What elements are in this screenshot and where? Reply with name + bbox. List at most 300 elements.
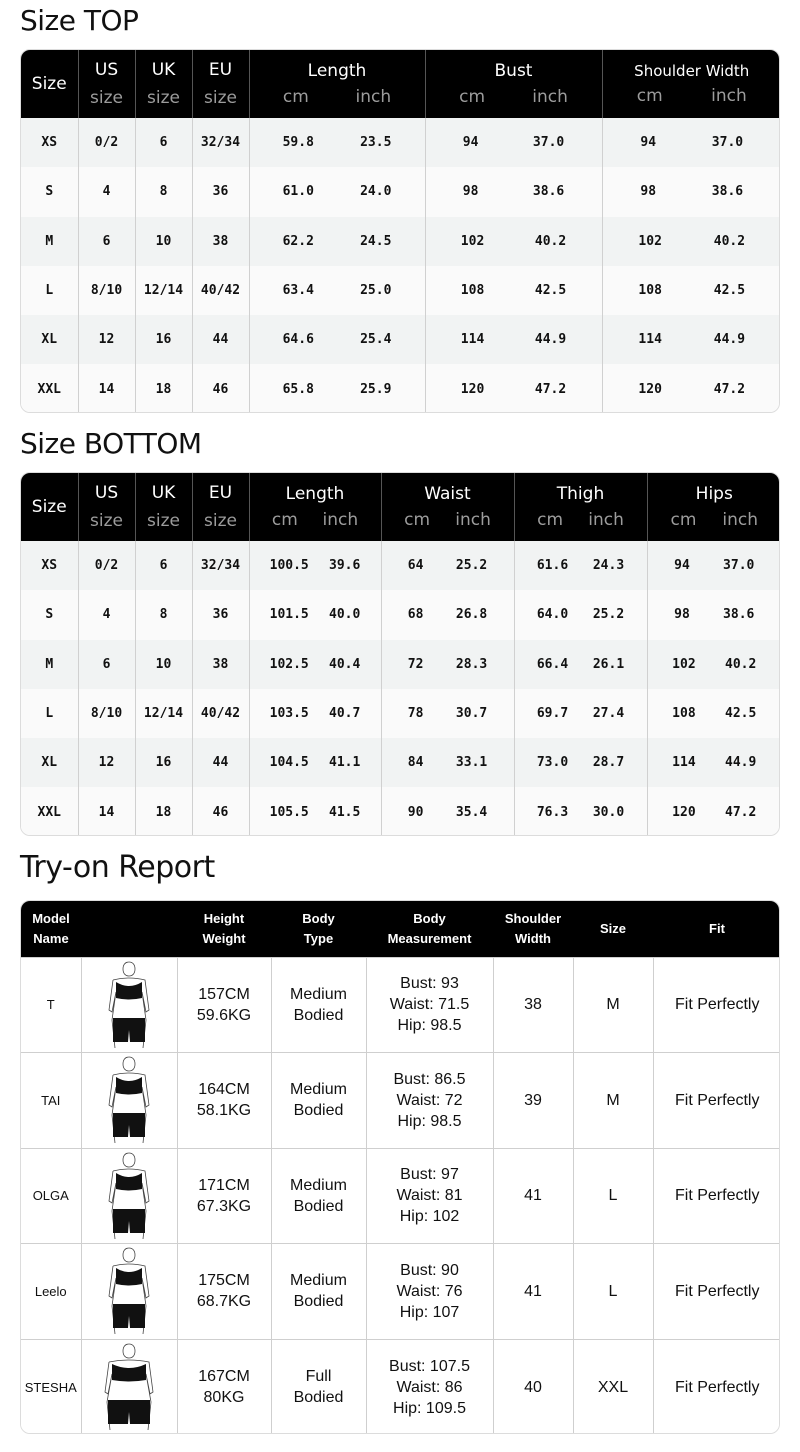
height-weight-cell xyxy=(177,957,271,1053)
hips-cell-inch: 44.9 xyxy=(725,755,757,771)
thigh-cell xyxy=(514,541,647,590)
shoulder-cell-cm: 98 xyxy=(640,184,657,200)
size-top-title: Size TOP xyxy=(20,4,139,37)
bust-cell xyxy=(425,167,602,216)
eu-size-cell: 40/42 xyxy=(192,689,249,738)
shoulder-width-cell: 41 xyxy=(493,1244,573,1340)
bust-cell-inch: 42.5 xyxy=(534,283,567,299)
try-on-report-title: Try-on Report xyxy=(20,850,215,885)
shoulder-cell-inch: 37.0 xyxy=(711,135,744,151)
header-fit: Fit xyxy=(653,901,780,957)
shoulder-cell-cm: 108 xyxy=(638,283,662,299)
size-cell: S xyxy=(21,167,78,216)
model-name-cell: OLGA xyxy=(21,1148,81,1244)
body-type-line-2: Bodied xyxy=(293,1197,344,1215)
header-eu: EU size xyxy=(192,473,249,541)
fit-cell: Fit Perfectly xyxy=(653,957,780,1053)
us-size-cell: 6 xyxy=(78,640,135,689)
length-cell-cm: 105.5 xyxy=(269,804,309,820)
shoulder-cell xyxy=(602,266,780,315)
shoulder-cell-cm: 94 xyxy=(640,135,657,151)
header-shoulder-width: Shoulder Width xyxy=(493,901,573,957)
size-cell: L xyxy=(573,1244,653,1340)
bust-cell-inch: 44.9 xyxy=(534,332,567,348)
header-eu: EU size xyxy=(192,50,249,118)
hips-cell xyxy=(647,541,780,590)
model-photo xyxy=(99,1246,159,1336)
length-cell-cm: 104.5 xyxy=(269,755,309,771)
thigh-cell-cm: 66.4 xyxy=(536,656,569,672)
hips-cell-cm: 102 xyxy=(672,656,696,672)
waist-cell-inch: 26.8 xyxy=(455,607,488,623)
uk-size-cell: 16 xyxy=(135,738,192,787)
hips-cell xyxy=(647,738,780,787)
bust-cell-cm: 108 xyxy=(460,283,485,299)
waist-cell-cm: 78 xyxy=(407,706,424,722)
waist-value: Waist: 72 xyxy=(396,1091,463,1109)
waist-cell-inch: 30.7 xyxy=(455,706,488,722)
waist-cell-cm: 68 xyxy=(407,607,424,623)
bust-cell-cm: 102 xyxy=(460,233,485,249)
height-value: 157CM xyxy=(198,985,250,1003)
size-cell: L xyxy=(21,266,78,315)
shoulder-cell-cm: 114 xyxy=(638,332,662,348)
height-weight-cell xyxy=(177,1244,271,1340)
height-value: 167CM xyxy=(198,1368,250,1385)
table-row xyxy=(21,590,780,639)
fit-cell: Fit Perfectly xyxy=(653,1053,780,1149)
hips-cell-inch: 42.5 xyxy=(725,706,757,722)
thigh-cell-cm: 73.0 xyxy=(536,755,569,771)
model-name-cell: T xyxy=(21,957,81,1053)
body-type-cell xyxy=(271,957,366,1053)
shoulder-width-cell: 41 xyxy=(493,1148,573,1244)
header-length: Length cm inch xyxy=(249,473,381,541)
eu-size-cell: 46 xyxy=(192,787,249,836)
length-cell xyxy=(249,364,425,413)
length-cell-inch: 40.4 xyxy=(329,656,361,672)
waist-cell-cm: 90 xyxy=(407,804,424,820)
table-row xyxy=(21,364,780,413)
header-body-type: Body Type xyxy=(271,901,366,957)
hip-value: Hip: 102 xyxy=(399,1208,460,1226)
length-cell xyxy=(249,787,381,836)
bust-cell-cm: 120 xyxy=(460,381,485,397)
size-bottom-title: Size BOTTOM xyxy=(20,427,202,460)
thigh-cell xyxy=(514,590,647,639)
us-size-cell: 0/2 xyxy=(78,541,135,590)
length-cell xyxy=(249,118,425,167)
us-size-cell: 6 xyxy=(78,217,135,266)
bust-cell-cm: 98 xyxy=(462,184,479,200)
bust-cell-inch: 37.0 xyxy=(532,135,565,151)
us-size-cell: 12 xyxy=(78,315,135,364)
length-cell-cm: 62.2 xyxy=(282,233,314,249)
header-us: US size xyxy=(78,473,135,541)
us-size-cell: 14 xyxy=(78,364,135,413)
uk-size-cell: 12/14 xyxy=(135,689,192,738)
size-cell: XL xyxy=(21,315,78,364)
shoulder-width-cell: 39 xyxy=(493,1053,573,1149)
thigh-cell xyxy=(514,738,647,787)
waist-cell-inch: 35.4 xyxy=(455,804,488,820)
length-cell xyxy=(249,541,381,590)
table-row xyxy=(21,266,780,315)
uk-size-cell: 10 xyxy=(135,217,192,266)
model-name-cell: STESHA xyxy=(21,1339,81,1434)
length-cell xyxy=(249,689,381,738)
weight-value: 67.3KG xyxy=(196,1197,252,1215)
hips-cell-inch: 38.6 xyxy=(723,607,755,623)
hip-value: Hip: 109.5 xyxy=(393,1399,466,1417)
model-name-cell: TAI xyxy=(21,1053,81,1149)
thigh-cell-inch: 25.2 xyxy=(592,607,625,623)
thigh-cell-cm: 64.0 xyxy=(536,607,569,623)
hips-cell-cm: 120 xyxy=(672,804,696,820)
waist-cell xyxy=(381,590,514,639)
waist-value: Waist: 76 xyxy=(396,1282,463,1300)
table-row xyxy=(21,640,780,689)
thigh-cell-inch: 27.4 xyxy=(592,706,625,722)
length-cell xyxy=(249,266,425,315)
length-cell-inch: 24.5 xyxy=(360,233,392,249)
eu-size-cell: 44 xyxy=(192,315,249,364)
uk-size-cell: 10 xyxy=(135,640,192,689)
eu-size-cell: 44 xyxy=(192,738,249,787)
model-photo-cell xyxy=(81,957,177,1053)
shoulder-cell xyxy=(602,315,780,364)
length-cell-inch: 41.1 xyxy=(329,755,361,771)
eu-size-cell: 40/42 xyxy=(192,266,249,315)
bust-value: Bust: 93 xyxy=(400,975,459,993)
waist-cell-inch: 28.3 xyxy=(455,656,488,672)
thigh-cell-inch: 26.1 xyxy=(592,656,625,672)
model-name-cell: Leelo xyxy=(21,1244,81,1340)
hips-cell-inch: 37.0 xyxy=(723,558,755,574)
size-cell: XXL xyxy=(21,364,78,413)
length-cell xyxy=(249,217,425,266)
height-value: 175CM xyxy=(198,1272,250,1290)
height-value: 164CM xyxy=(198,1081,250,1099)
hip-value: Hip: 107 xyxy=(399,1303,460,1321)
us-size-cell: 0/2 xyxy=(78,118,135,167)
thigh-cell xyxy=(514,787,647,836)
header-model-name: Model Name xyxy=(21,901,81,957)
weight-value: 59.6KG xyxy=(196,1006,252,1024)
us-size-cell: 12 xyxy=(78,738,135,787)
table-row xyxy=(21,738,780,787)
eu-size-cell: 36 xyxy=(192,590,249,639)
table-row xyxy=(21,315,780,364)
shoulder-cell xyxy=(602,364,780,413)
hips-cell-cm: 94 xyxy=(674,558,690,574)
uk-size-cell: 6 xyxy=(135,118,192,167)
height-weight-cell xyxy=(177,1053,271,1149)
uk-size-cell: 16 xyxy=(135,315,192,364)
uk-size-cell: 8 xyxy=(135,167,192,216)
weight-value: 58.1KG xyxy=(196,1102,252,1120)
shoulder-cell-cm: 102 xyxy=(638,233,662,249)
eu-size-cell: 38 xyxy=(192,640,249,689)
length-cell-inch: 23.5 xyxy=(360,135,392,151)
length-cell xyxy=(249,738,381,787)
thigh-cell-inch: 30.0 xyxy=(592,804,625,820)
size-cell: M xyxy=(21,640,78,689)
waist-cell xyxy=(381,738,514,787)
shoulder-width-cell: 40 xyxy=(493,1339,573,1434)
body-measurement-cell xyxy=(366,1053,493,1149)
thigh-cell-cm: 69.7 xyxy=(536,706,569,722)
header-size: Size xyxy=(21,50,78,118)
table-row xyxy=(21,118,780,167)
length-cell-inch: 25.9 xyxy=(360,381,392,397)
eu-size-cell: 32/34 xyxy=(192,541,249,590)
waist-cell xyxy=(381,787,514,836)
bust-cell xyxy=(425,118,602,167)
body-type-cell xyxy=(271,1244,366,1340)
waist-value: Waist: 71.5 xyxy=(389,996,470,1014)
header-us: US size xyxy=(78,50,135,118)
model-photo xyxy=(99,1055,159,1145)
length-cell xyxy=(249,167,425,216)
model-photo-cell xyxy=(81,1053,177,1149)
length-cell-cm: 65.8 xyxy=(282,381,314,397)
header-size: Size xyxy=(21,473,78,541)
uk-size-cell: 18 xyxy=(135,787,192,836)
model-photo-cell xyxy=(81,1339,177,1434)
length-cell-inch: 25.0 xyxy=(360,283,392,299)
hips-cell xyxy=(647,689,780,738)
size-cell: XS xyxy=(21,118,78,167)
shoulder-cell xyxy=(602,167,780,216)
model-photo xyxy=(99,1342,159,1432)
shoulder-cell-inch: 38.6 xyxy=(711,184,744,200)
hips-cell-cm: 114 xyxy=(672,755,696,771)
thigh-cell-cm: 61.6 xyxy=(536,558,569,574)
length-cell-cm: 59.8 xyxy=(282,135,314,151)
waist-value: Waist: 86 xyxy=(396,1378,463,1396)
fit-cell: Fit Perfectly xyxy=(653,1244,780,1340)
hips-cell xyxy=(647,787,780,836)
uk-size-cell: 6 xyxy=(135,541,192,590)
bust-cell xyxy=(425,266,602,315)
waist-cell-inch: 25.2 xyxy=(455,558,488,574)
bust-value: Bust: 86.5 xyxy=(393,1070,466,1088)
bust-cell-cm: 114 xyxy=(460,332,485,348)
bust-cell xyxy=(425,217,602,266)
model-photo-cell xyxy=(81,1244,177,1340)
table-row xyxy=(21,1339,780,1434)
table-row xyxy=(21,541,780,590)
table-row xyxy=(21,787,780,836)
waist-cell-cm: 64 xyxy=(407,558,424,574)
uk-size-cell: 12/14 xyxy=(135,266,192,315)
body-type-cell xyxy=(271,1339,366,1434)
waist-cell xyxy=(381,640,514,689)
length-cell xyxy=(249,315,425,364)
size-cell: XXL xyxy=(573,1339,653,1434)
body-measurement-cell xyxy=(366,1244,493,1340)
size-cell: M xyxy=(21,217,78,266)
length-cell-inch: 40.0 xyxy=(329,607,361,623)
fit-cell: Fit Perfectly xyxy=(653,1148,780,1244)
waist-cell xyxy=(381,689,514,738)
body-type-line-2: Bodied xyxy=(293,1389,344,1406)
hips-cell xyxy=(647,640,780,689)
length-cell-cm: 102.5 xyxy=(269,656,309,672)
length-cell-cm: 103.5 xyxy=(269,706,309,722)
waist-value: Waist: 81 xyxy=(396,1187,463,1205)
bust-value: Bust: 97 xyxy=(400,1166,459,1184)
thigh-cell-inch: 24.3 xyxy=(592,558,625,574)
header-waist: Waist cm inch xyxy=(381,473,514,541)
body-type-cell xyxy=(271,1053,366,1149)
length-cell-cm: 61.0 xyxy=(282,184,314,200)
hips-cell-inch: 47.2 xyxy=(725,804,757,820)
model-photo-cell xyxy=(81,1148,177,1244)
header-shoulder-width: Shoulder Width cm inch xyxy=(602,50,780,118)
table-row xyxy=(21,1148,780,1244)
size-cell: S xyxy=(21,590,78,639)
bust-cell-inch: 40.2 xyxy=(534,233,567,249)
length-cell xyxy=(249,590,381,639)
body-type-line-1: Medium xyxy=(290,1272,347,1290)
length-cell-cm: 101.5 xyxy=(269,607,309,623)
bust-cell xyxy=(425,364,602,413)
body-type-line-1: Medium xyxy=(290,985,347,1003)
eu-size-cell: 46 xyxy=(192,364,249,413)
try-on-report-table xyxy=(20,900,780,1434)
size-cell: L xyxy=(21,689,78,738)
waist-cell-cm: 72 xyxy=(407,656,424,672)
height-value: 171CM xyxy=(198,1176,250,1194)
shoulder-cell-inch: 47.2 xyxy=(713,381,746,397)
shoulder-cell-inch: 40.2 xyxy=(713,233,746,249)
hips-cell xyxy=(647,590,780,639)
length-cell-inch: 25.4 xyxy=(360,332,392,348)
header-body-measurement: Body Measurement xyxy=(366,901,493,957)
header-height-weight: Height Weight xyxy=(177,901,271,957)
waist-cell xyxy=(381,541,514,590)
table-row xyxy=(21,167,780,216)
body-type-line-2: Bodied xyxy=(293,1293,344,1311)
hip-value: Hip: 98.5 xyxy=(397,1112,462,1130)
header-hips: Hips cm inch xyxy=(647,473,780,541)
shoulder-width-cell: 38 xyxy=(493,957,573,1053)
weight-value: 68.7KG xyxy=(196,1293,252,1311)
thigh-cell xyxy=(514,640,647,689)
length-cell-inch: 41.5 xyxy=(329,804,361,820)
length-cell-inch: 39.6 xyxy=(329,558,361,574)
length-cell-cm: 63.4 xyxy=(282,283,314,299)
uk-size-cell: 8 xyxy=(135,590,192,639)
body-type-cell xyxy=(271,1148,366,1244)
shoulder-cell-cm: 120 xyxy=(638,381,662,397)
uk-size-cell: 18 xyxy=(135,364,192,413)
header-thigh: Thigh cm inch xyxy=(514,473,647,541)
header-uk: UK size xyxy=(135,473,192,541)
weight-value: 80KG xyxy=(203,1389,245,1406)
model-photo xyxy=(99,1151,159,1241)
bust-value: Bust: 107.5 xyxy=(389,1357,470,1375)
bust-cell-cm: 94 xyxy=(462,135,479,151)
size-cell: XXL xyxy=(21,787,78,836)
eu-size-cell: 36 xyxy=(192,167,249,216)
length-cell-cm: 64.6 xyxy=(282,332,314,348)
thigh-cell xyxy=(514,689,647,738)
header-uk: UK size xyxy=(135,50,192,118)
thigh-cell-cm: 76.3 xyxy=(536,804,569,820)
body-type-line-2: Bodied xyxy=(293,1102,344,1120)
size-cell: M xyxy=(573,957,653,1053)
body-type-line-1: Medium xyxy=(290,1081,347,1099)
table-row xyxy=(21,1053,780,1149)
table-row xyxy=(21,689,780,738)
size-bottom-table xyxy=(20,472,780,836)
waist-cell-cm: 84 xyxy=(407,755,424,771)
length-cell-inch: 24.0 xyxy=(360,184,392,200)
shoulder-cell-inch: 42.5 xyxy=(713,283,746,299)
header-length: Length cm inch xyxy=(249,50,425,118)
bust-cell-inch: 47.2 xyxy=(534,381,567,397)
header-model-photo xyxy=(81,901,177,957)
header-bust: Bust cm inch xyxy=(425,50,602,118)
eu-size-cell: 38 xyxy=(192,217,249,266)
hips-cell-inch: 40.2 xyxy=(725,656,757,672)
us-size-cell: 4 xyxy=(78,167,135,216)
header-size: Size xyxy=(573,901,653,957)
hip-value: Hip: 98.5 xyxy=(397,1017,462,1035)
us-size-cell: 14 xyxy=(78,787,135,836)
body-type-line-1: Medium xyxy=(290,1176,347,1194)
height-weight-cell xyxy=(177,1148,271,1244)
body-measurement-cell xyxy=(366,1148,493,1244)
size-top-table xyxy=(20,49,780,413)
table-row xyxy=(21,957,780,1053)
us-size-cell: 4 xyxy=(78,590,135,639)
height-weight-cell xyxy=(177,1339,271,1434)
hips-cell-cm: 108 xyxy=(672,706,696,722)
length-cell xyxy=(249,640,381,689)
waist-cell-inch: 33.1 xyxy=(455,755,488,771)
shoulder-cell xyxy=(602,217,780,266)
table-row xyxy=(21,217,780,266)
length-cell-cm: 100.5 xyxy=(269,558,309,574)
thigh-cell-inch: 28.7 xyxy=(592,755,625,771)
us-size-cell: 8/10 xyxy=(78,689,135,738)
body-type-line-1: Full xyxy=(305,1368,332,1385)
shoulder-cell xyxy=(602,118,780,167)
eu-size-cell: 32/34 xyxy=(192,118,249,167)
us-size-cell: 8/10 xyxy=(78,266,135,315)
body-measurement-cell xyxy=(366,957,493,1053)
body-type-line-2: Bodied xyxy=(293,1006,344,1024)
bust-cell-inch: 38.6 xyxy=(532,184,565,200)
shoulder-cell-inch: 44.9 xyxy=(713,332,746,348)
model-photo xyxy=(99,960,159,1050)
size-cell: XS xyxy=(21,541,78,590)
table-row xyxy=(21,1244,780,1340)
bust-value: Bust: 90 xyxy=(400,1261,459,1279)
size-cell: M xyxy=(573,1053,653,1149)
bust-cell xyxy=(425,315,602,364)
fit-cell: Fit Perfectly xyxy=(653,1339,780,1434)
body-measurement-cell xyxy=(366,1339,493,1434)
size-cell: L xyxy=(573,1148,653,1244)
size-cell: XL xyxy=(21,738,78,787)
length-cell-inch: 40.7 xyxy=(329,706,361,722)
hips-cell-cm: 98 xyxy=(674,607,690,623)
